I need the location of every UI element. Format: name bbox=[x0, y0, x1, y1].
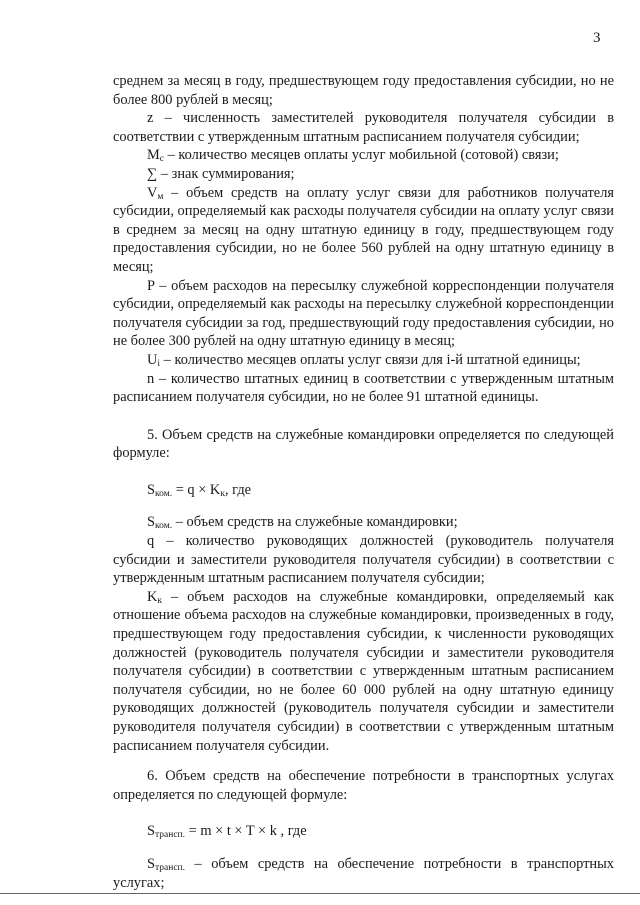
page-number: 3 bbox=[593, 30, 601, 46]
symbol-subscript: i bbox=[157, 358, 161, 369]
definition-kk bbox=[113, 588, 614, 755]
symbol-subscript: с bbox=[159, 154, 165, 165]
definition-sum: ∑ – знак суммирования; bbox=[147, 165, 295, 182]
definition-text: – объем расходов на служебные командировки, определяемый как отношение объема расходов на служебные командировки, произведенных в году, предшествующем году предоставления субсидии, к численности руководящих должностей (руководитель получателя субсидии и заместители руководителя получателя субсидии) в соответствии с утвержденным штатным расписанием получателя субсидии, но не более 60 000 рублей на одну штатную единицу руководящих должностей (руководитель получателя субсидии и заместители руководителя получателя субсидии) в соответствии с утвержденным штатным расписанием получателя субсидии. bbox=[113, 588, 614, 754]
symbol-subscript: ком. bbox=[155, 521, 173, 532]
scan-bottom-edge bbox=[0, 893, 640, 894]
symbol: K bbox=[147, 588, 158, 605]
definition-ui bbox=[113, 351, 614, 370]
symbol-subscript: к bbox=[157, 595, 163, 606]
definition-text: – объем средств на служебные командировки; bbox=[172, 514, 458, 531]
definition-q: q – количество руководящих должностей (руководитель получателя субсидии и заместители руководителя получателя субсидии) в соответствии с утвержденным штатным расписанием получателя субсидии; bbox=[113, 533, 614, 587]
definition-z: z – численность заместителей руководителя получателя субсидии в соответствии с утвержденным штатным расписанием получателя субсидии; bbox=[113, 110, 614, 145]
symbol: U bbox=[147, 351, 158, 368]
symbol: M bbox=[147, 147, 160, 164]
definition-skom bbox=[113, 513, 614, 532]
definition-vm bbox=[113, 184, 614, 277]
formula-symbol: S bbox=[147, 481, 156, 498]
definition-mc bbox=[113, 146, 614, 165]
symbol: V bbox=[147, 184, 158, 201]
formula-symbol: S bbox=[147, 823, 156, 840]
formula-end: , где bbox=[224, 481, 252, 498]
definition-text: – количество месяцев оплаты услуг мобильной (сотовой) связи; bbox=[164, 147, 559, 164]
formula-transport bbox=[113, 822, 614, 841]
definition-strans bbox=[113, 855, 614, 892]
document-body bbox=[113, 72, 614, 892]
section-5-heading: 5. Объем средств на служебные командировки определяется по следующей формуле: bbox=[113, 426, 614, 462]
paragraph-continuation: среднем за месяц в году, предшествующем году предоставления субсидии, но не более 800 рублей в месяц; bbox=[113, 73, 614, 108]
definition-text: – объем средств на обеспечение потребности в транспортных услугах; bbox=[113, 855, 614, 891]
formula-body: = m × t × T × k , где bbox=[185, 823, 307, 840]
definition-n: n – количество штатных единиц в соответствии с утвержденным штатным расписанием получателя субсидии, но не более 91 штатной единицы. bbox=[113, 370, 614, 406]
definition-text: – объем средств на оплату услуг связи для работников получателя субсидии, определяемый как расходы получателя субсидии на оплату услуг связи в среднем за месяц на одну штатную единицу в году, предшествующем году предоставления субсидии, но не более 560 рублей на одну штатную единицу в месяц; bbox=[113, 184, 614, 275]
formula-subscript: трансп. bbox=[155, 830, 186, 841]
formula-business-trips bbox=[113, 481, 614, 500]
symbol-subscript: трансп. bbox=[155, 862, 186, 873]
formula-body: = q × K bbox=[172, 481, 221, 498]
symbol: S bbox=[147, 514, 156, 531]
section-6-heading: 6. Объем средств на обеспечение потребности в транспортных услугах определяется по следующей формуле: bbox=[113, 768, 614, 803]
definition-text: – количество месяцев оплаты услуг связи для i-й штатной единицы; bbox=[160, 351, 581, 368]
formula-subscript: ком. bbox=[155, 488, 173, 499]
formula-subscript: к bbox=[220, 488, 225, 499]
symbol: S bbox=[147, 855, 156, 872]
definition-p: P – объем расходов на пересылку служебной корреспонденции получателя субсидии, определяемый как расходы на пересылку служебной корреспонденции получателя субсидии за год, предшествующий году предоставления субсидии, но не более 300 рублей на одну штатную единицу в месяц; bbox=[113, 277, 614, 350]
symbol-subscript: м bbox=[157, 191, 164, 202]
